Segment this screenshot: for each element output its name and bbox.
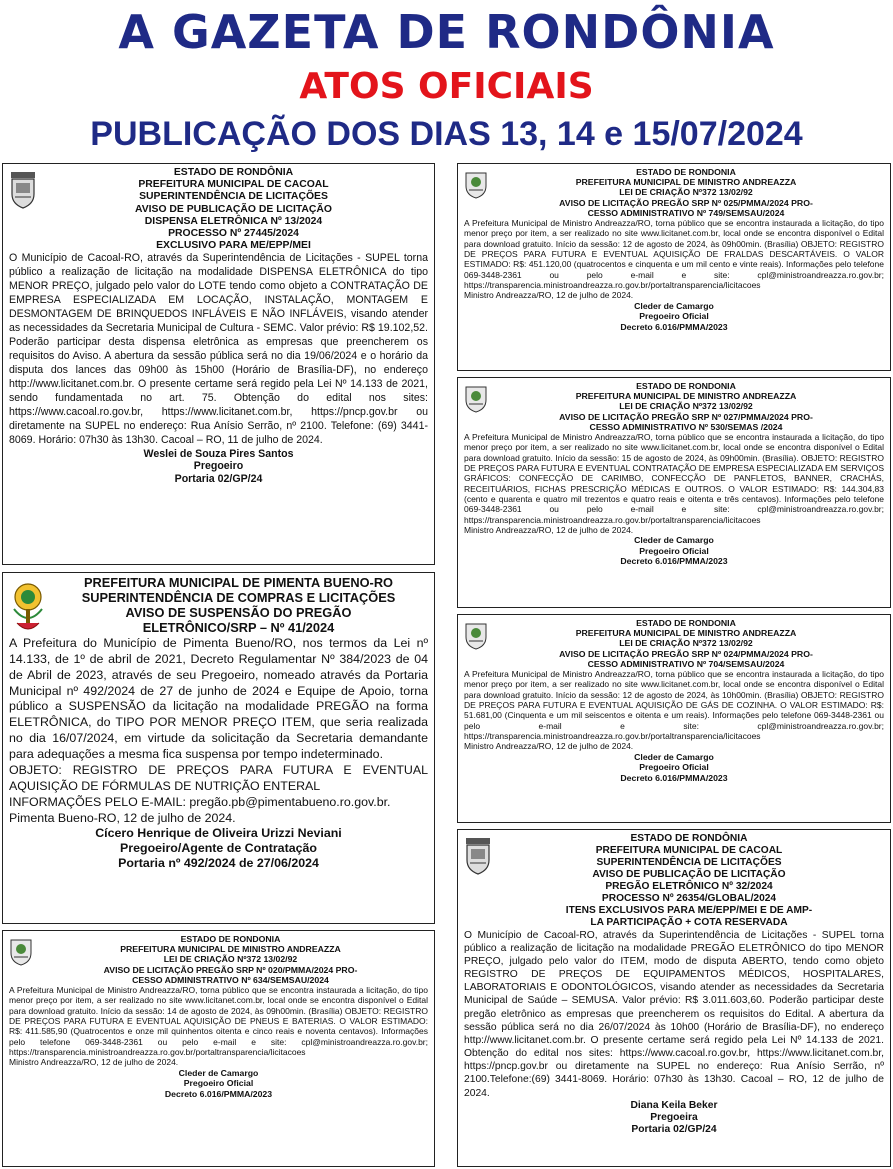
notice-object: OBJETO: REGISTRO DE PREÇOS PARA FUTURA E EVENTUAL AQUISIÇÃO DE FÓRMULAS DE NUTRIÇÃO ENTERAL (9, 762, 428, 793)
signatory-name: Cleder de Camargo (634, 535, 714, 546)
signatory-ordinance: Decreto 6.016/PMMA/2023 (620, 321, 728, 332)
header-line: EXCLUSIVO PARA ME/EPP/MEI (156, 240, 311, 252)
notice-body: O Município de Cacoal-RO, através da Superintendência de Licitações - SUPEL torna público a realização de licitação na modalidade PREGÃO ELETRÔNICO do tipo MENOR PREÇO, julgado pelo valor do ITEM, modo de disputa ABERTO, tendo como objeto REGISTRO DE PREÇOS DE EQUIPAMENTOS MÉDICOS, HOSPITALARES, LABORATORIAIS E ODONTOLÓGICOS, visando atender as necessidades da Secretaria Municipal de Saúde – SEMUSA. Valor prévio: R$ 3.011.603,60. Poderão participar deste pregão eletrônico as empresas que preencherem os requisitos do Edital. A abertura da sessão pública será no dia 26/07/2024 às 10h00 (Horário de Brasília-DF), no endereço http://www.licitanet.com.br. O presente certame será regido pela Lei Nº 14.133 de 2021. Obtenção do edital nos sites: https://www.cacoal.ro.gov.br, https://www.licitanet.com.br, https://pncp.gov.br ou diretamente na SUPEL no endereço: Rua Anísio Serrão, nº 2100.Telefone:(69) 3441-8069. Horário: 07h30 às 13h30. Cacoal – RO, 12 de julho de 2024. (464, 929, 884, 1099)
signatory-role: Pregoeiro Oficial (639, 762, 709, 773)
signatory-role: Pregoeiro (193, 460, 244, 473)
header-line: ESTADO DE RONDÔNIA (630, 833, 748, 844)
signatory-name: Weslei de Souza Pires Santos (143, 447, 294, 460)
notice-place-date: Ministro Andreazza/RO, 12 de julho de 2024. (9, 1057, 179, 1068)
header-line: CESSO ADMINISTRATIVO Nº 704/SEMSAU/2024 (587, 658, 785, 669)
signatory-role: Pregoeiro Oficial (639, 311, 709, 322)
andreazza-crest-icon (464, 621, 488, 651)
notice-body: A Prefeitura Municipal de Ministro Andreazza/RO, torna público que se encontra instaurada a licitação, do tipo menor preço por item, a ser realizado no site www.licitanet.com.br, local onde se encontra disponível o Edital para download gratuito. Início da sessão: 12 de agosto de 2024, às 10h00min. (Brasília) OBJETO: REGISTRO DE PREÇOS PARA FUTURA E EVENTUAL AQUISIÇÃO DE GÁS DE COZINHA. O VALOR ESTIMADO: R$: 51.681,00 (Cinquenta e um mil seiscentos e oitenta e um reais). Informações pelo telefone 069-3448-2361 ou pelo e-mail e site: cpl@ministroandreazza.ro.gov.br; https://transparencia.ministroandreazza.ro.gov.br/portaltransparencia/licitacoes (464, 668, 884, 742)
signatory-ordinance: Decreto 6.016/PMMA/2023 (620, 556, 728, 567)
notice-header (9, 934, 428, 985)
notice-header (464, 618, 884, 669)
signatory-name: Diana Keila Beker (630, 1099, 718, 1111)
notice-andreazza-027 (457, 377, 891, 608)
section-title: ATOS OFICIAIS (299, 66, 594, 107)
signatory-name: Cleder de Camargo (634, 300, 714, 311)
notice-body: A Prefeitura Municipal de Ministro Andreazza/RO, torna público que se encontra instaurada a licitação, do tipo menor preço por item, a ser realizado no site www.licitanet.com.br, local onde se encontra disponível o Edital para download gratuito. Início da sessão: 15 de agosto de 2024, às 09h00min. (Brasília). OBJETO: REGISTRO DE PREÇOS PARA FUTURA E EVENTUAL CONTRATAÇÃO DE EMPRESA ESPECIALIZADA EM SERVIÇOS GRÁFICOS: CONFECÇÃO DE CARIMBO, CONFECÇÃO DE PANFLETOS, BANNER, CRACHÁS, RECEITUÁRIOS, FICHAS PRESCRIÇÃO MÉDICAS E OUTROS. O VALOR ESTIMADO: R$: 144.304,83 (cento e quarenta e quatro mil trezentos e quatro reais e oitenta e três centavos). Informações pelo telefone 069-3448-2361 ou pelo e-mail e site: cpl@ministroandreazza.ro.gov.br; https://transparencia.ministroandreazza.ro.gov.br/portaltransparencia/licitacoes (464, 431, 884, 525)
masthead (0, 0, 893, 160)
header-line: PREFEITURA MUNICIPAL DE CACOAL (595, 844, 783, 856)
header-line: CESSO ADMINISTRATIVO Nº 634/SEMSAU/2024 (132, 974, 329, 985)
signatory-role: Pregoeiro/Agente de Contratação (120, 841, 317, 856)
pimenta-bueno-crest-icon (9, 579, 47, 637)
signatory-role: Pregoeira (650, 1112, 698, 1124)
header-line: ESTADO DE RONDONIA (636, 618, 736, 628)
notice-header (9, 576, 428, 636)
header-line: LA PARTICIPAÇÃO + COTA RESERVADA (590, 916, 788, 928)
header-line: AVISO DE LICITAÇÃO PREGÃO SRP Nº 024/PMMA/2024 PRO- (559, 648, 813, 659)
notice-andreazza-020 (2, 930, 435, 1167)
notice-header (464, 381, 884, 432)
signatory-ordinance: Decreto 6.016/PMMA/2023 (164, 1088, 273, 1099)
header-line: LEI DE CRIAÇÃO Nº372 13/02/92 (163, 954, 298, 965)
header-line: DISPENSA ELETRÔNICA Nº 13/2024 (144, 215, 323, 227)
publication-dates: PUBLICAÇÃO DOS DIAS 13, 14 e 15/07/2024 (90, 115, 803, 153)
header-line: AVISO DE SUSPENSÃO DO PREGÃO (125, 604, 352, 620)
notice-cacoal-pregao (457, 829, 891, 1167)
header-line: PREFEITURA MUNICIPAL DE MINISTRO ANDREAZZA (575, 628, 797, 639)
signatory-role: Pregoeiro Oficial (183, 1078, 254, 1089)
header-line: SUPERINTENDÊNCIA DE COMPRAS E LICITAÇÕES (81, 589, 396, 605)
cacoal-crest-icon (9, 170, 37, 210)
notice-header (464, 833, 884, 929)
cacoal-crest-icon (464, 836, 492, 876)
header-line: ESTADO DE RONDONIA (636, 167, 736, 177)
header-line: SUPERINTENDÊNCIA DE LICITAÇÕES (596, 856, 782, 868)
notice-signature (464, 535, 884, 566)
signatory-ordinance: Portaria 02/GP/24 (174, 473, 263, 486)
header-line: AVISO DE PUBLICAÇÃO DE LICITAÇÃO (134, 203, 333, 215)
notice-body: A Prefeitura Municipal de Ministro Andreazza/RO, torna público que se encontra instaurada a licitação, do tipo menor preço por item, a ser realizado no site www.licitanet.com.br, local onde se encontra disponível o Edital para download gratuito. Início da sessão: 14 de agosto de 2024, às 09h00min. (Brasília) OBJETO: REGISTRO DE PREÇOS PARA FUTURA E EVENTUAL AQUISIÇÃO DE PNEUS E BATERIAS. O VALOR ESTIMADO: R$: 411.585,90 (Quatrocentos e onze mil quinhentos oitenta e cinco reais e noventa centavos). Informações pelo telefone 069-3448-2361 ou pelo e-mail e site: cpl@ministroandreazza.ro.gov.br; https://transparencia.ministroandreazza.ro.gov.br/portaltransparencia/licitacoes (9, 984, 428, 1058)
header-line: CESSO ADMINISTRATIVO Nº 530/SEMAS /2024 (589, 421, 783, 432)
header-line: AVISO DE LICITAÇÃO PREGÃO SRP Nº 020/PMMA/2024 PRO- (103, 964, 358, 975)
notice-signature (464, 301, 884, 332)
header-line: AVISO DE LICITAÇÃO PREGÃO SRP Nº 027/PMMA/2024 PRO- (559, 411, 813, 422)
header-line: CESSO ADMINISTRATIVO Nº 749/SEMSAU/2024 (587, 207, 785, 218)
notice-place-date: Ministro Andreazza/RO, 12 de julho de 2024. (464, 741, 634, 752)
notice-andreazza-024 (457, 614, 891, 823)
header-line: AVISO DE PUBLICAÇÃO DE LICITAÇÃO (592, 868, 786, 880)
notice-body: O Município de Cacoal-RO, através da Superintendência de Licitações - SUPEL torna público a realização de licitação na modalidade DISPENSA ELETRÔNICA do tipo MENOR PREÇO, julgado pelo valor do LOTE tendo como objeto a CONTRATAÇÃO DE EMPRESA ESPECIALIZADA EM LOCAÇÃO, INSTALAÇÃO, MONTAGEM E DESMONTAGEM DE BRINQUEDOS INFLÁVEIS E NÃO INFLÁVEIS, visando atender as necessidades da Secretaria Municipal de Cultura - SEMC. Valor prévio: R$ 19.102,52. Poderão participar desta dispensa eletrônica as empresas que preencherem os requisitos do Aviso. A abertura da sessão pública será no dia 19/06/2024 e o horário da disputa dos lances das 09h00 às 15h00 (Horário de Brasília-DF), no endereço http://www.licitanet.com.br. O presente certame será regido pela Lei Nº 14.133 de 2021, sendo fundamentada no art. 75. Obtenção do edital nos sites: https://www.cacoal.ro.gov.br, https://www.licitanet.com.br, https://pncp.gov.br ou diretamente na SUPEL no endereço: Rua Anísio Serrão, nº 2100. Telefone: (69) 3441-8069. Horário: 07h30 às 13h30. Cacoal – RO, 11 de julho de 2024. (9, 252, 428, 446)
signatory-name: Cleder de Camargo (178, 1067, 259, 1078)
notice-place-date: Pimenta Bueno-RO, 12 de julho de 2024. (9, 810, 236, 825)
notice-cacoal-dispensa (2, 163, 435, 565)
header-line: LEI DE CRIAÇÃO Nº372 13/02/92 (619, 638, 753, 649)
header-line: PREFEITURA MUNICIPAL DE CACOAL (138, 179, 329, 191)
header-line: ESTADO DE RONDONIA (180, 934, 281, 944)
header-line: LEI DE CRIAÇÃO Nº372 13/02/92 (619, 401, 753, 412)
header-line: ESTADO DE RONDONIA (636, 381, 736, 391)
andreazza-crest-icon (464, 384, 488, 414)
header-line: PREFEITURA MUNICIPAL DE PIMENTA BUENO-RO (83, 575, 394, 590)
header-line: ELETRÔNICO/SRP – Nº 41/2024 (142, 619, 335, 635)
signatory-role: Pregoeiro Oficial (639, 545, 709, 556)
notice-andreazza-025 (457, 163, 891, 371)
notice-pimenta-bueno (2, 572, 435, 924)
andreazza-crest-icon (9, 937, 33, 967)
notice-signature (9, 448, 428, 486)
header-line: PREGÃO ELETRÔNICO Nº 32/2024 (605, 880, 773, 892)
header-line: PREFEITURA MUNICIPAL DE MINISTRO ANDREAZZA (120, 944, 341, 955)
notice-signature (9, 826, 428, 871)
notice-place-date: Ministro Andreazza/RO, 12 de julho de 2024. (464, 290, 634, 301)
header-line: PROCESSO Nº 27445/2024 (168, 227, 299, 239)
header-line: SUPERINTENDÊNCIA DE LICITAÇÕES (139, 191, 328, 203)
notice-header (464, 167, 884, 218)
signatory-ordinance: Decreto 6.016/PMMA/2023 (620, 772, 728, 783)
header-line: ITENS EXCLUSIVOS PARA ME/EPP/MEI E DE AMP- (565, 904, 813, 916)
header-line: AVISO DE LICITAÇÃO PREGÃO SRP Nº 025/PMMA/2024 PRO- (559, 197, 813, 208)
newspaper-title: A GAZETA DE RONDÔNIA (118, 5, 775, 59)
signatory-name: Cícero Henrique de Oliveira Urizzi Neviani (95, 826, 342, 841)
header-line: ESTADO DE RONDÔNIA (173, 167, 294, 178)
signatory-ordinance: Portaria nº 492/2024 de 27/06/2024 (118, 856, 319, 871)
andreazza-crest-icon (464, 170, 488, 200)
notice-signature (464, 752, 884, 783)
notice-signature (464, 1100, 884, 1137)
notice-place-date: Ministro Andreazza/RO, 12 de julho de 2024. (464, 525, 634, 536)
header-line: PROCESSO Nº 26354/GLOBAL/2024 (601, 892, 777, 904)
header-line: PREFEITURA MUNICIPAL DE MINISTRO ANDREAZZA (575, 177, 797, 188)
signatory-ordinance: Portaria 02/GP/24 (631, 1124, 717, 1136)
signatory-name: Cleder de Camargo (634, 751, 714, 762)
notice-contact: INFORMAÇÕES PELO E-MAIL: pregão.pb@pimentabueno.ro.gov.br. (9, 794, 391, 809)
notice-body: A Prefeitura Municipal de Ministro Andreazza/RO, torna público que se encontra instaurada a licitação, do tipo menor preço por item, a ser realizado no site www.licitanet.com.br, local onde se encontra disponível o Edital para download gratuito. Início da sessão: 12 de agosto de 2024, às 09h00min. (Brasília) OBJETO: REGISTRO DE PREÇOS PARA FUTURA E EVENTUAL AQUISIÇÃO DE FRALDAS DESCARTÁVEIS. O VALOR ESTIMADO: R$: 451.120,00 (quatrocentos e cinquenta e um mil cento e vinte reais). Informações pelo telefone 069-3448-2361 ou pelo e-mail e site: cpl@ministroandreazza.ro.gov.br; https://transparencia.ministroandreazza.ro.gov.br/portaltransparencia/licitacoes (464, 217, 884, 291)
notice-signature (9, 1068, 428, 1099)
notice-header (9, 167, 428, 252)
header-line: LEI DE CRIAÇÃO Nº372 13/02/92 (619, 187, 753, 198)
header-line: PREFEITURA MUNICIPAL DE MINISTRO ANDREAZZA (575, 391, 797, 402)
notice-body: A Prefeitura do Município de Pimenta Bueno/RO, nos termos da Lei nº 14.133, de 1º de abril de 2021, Decreto Regulamentar Nº 384/2023 de 04 de Abril de 2023, através de seu Pregoeiro, nomeado através da Portaria Municipal nº 492/2024 de 27 de junho de 2024 e Equipe de Apoio, torna público a SUSPENSÃO da licitação na modalidade PREGÃO na forma ELETRÔNICA, do TIPO POR MENOR PREÇO ITEM, que seria realizada no dia 16/07/2024, em virtude da solicitação da Secretaria demandante para adequações a mesma fica suspensa por tempo indeterminado. (9, 635, 428, 761)
